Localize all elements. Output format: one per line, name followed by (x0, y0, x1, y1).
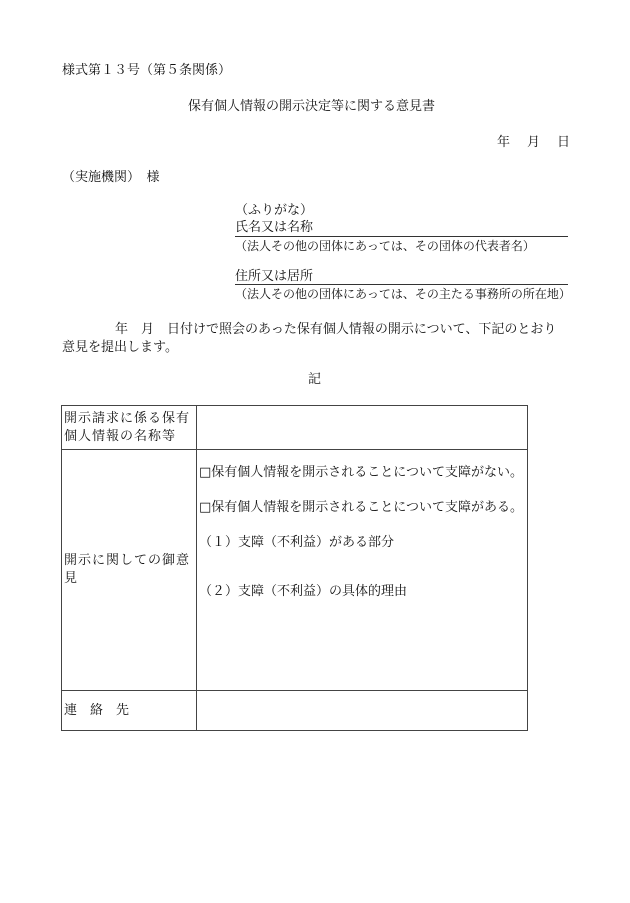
info-name-cell[interactable] (197, 406, 528, 450)
contact-label: 連 絡 先 (62, 691, 197, 731)
opinion-label: 開示に関しての御意見 (62, 450, 197, 691)
addressee: （実施機関） 様 (62, 170, 160, 185)
address-note: （法人その他の団体にあっては、その主たる事務所の所在地） (235, 287, 571, 301)
address-label: 住所又は居所 (235, 269, 314, 284)
name-underline (235, 236, 568, 237)
table-row (62, 450, 528, 691)
name-label: 氏名又は名称 (235, 220, 314, 235)
contact-cell[interactable] (197, 691, 528, 731)
form-number: 様式第１３号（第５条関係） (62, 63, 232, 78)
document-title: 保有個人情報の開示決定等に関する意見書 (188, 99, 436, 114)
option-no-problem-checkbox[interactable]: □保有個人情報を開示されることについて支障がない。 (199, 465, 524, 480)
ki-heading: 記 (308, 372, 322, 387)
address-underline (235, 284, 568, 285)
opinion-cell[interactable] (197, 450, 528, 691)
table-row (62, 691, 528, 731)
body-text-line2: 意見を提出します。 (62, 340, 178, 355)
furigana-label: （ふりがな） (235, 203, 314, 218)
body-text-line1: 年 月 日付けで照会のあった保有個人情報の開示について、下記のとおり (115, 322, 557, 337)
opinion-table (61, 405, 528, 731)
date-line: 年 月 日 (497, 135, 573, 150)
option-problem-checkbox[interactable]: □保有個人情報を開示されることについて支障がある。 (199, 500, 524, 515)
table-row (62, 406, 528, 450)
info-name-label: 開示請求に係る保有個人情報の名称等 (62, 406, 197, 450)
item-specific-reason: （２）支障（不利益）の具体的理由 (199, 584, 408, 599)
name-note: （法人その他の団体にあっては、その団体の代表者名） (235, 239, 535, 253)
item-affected-part: （１）支障（不利益）がある部分 (199, 535, 395, 550)
